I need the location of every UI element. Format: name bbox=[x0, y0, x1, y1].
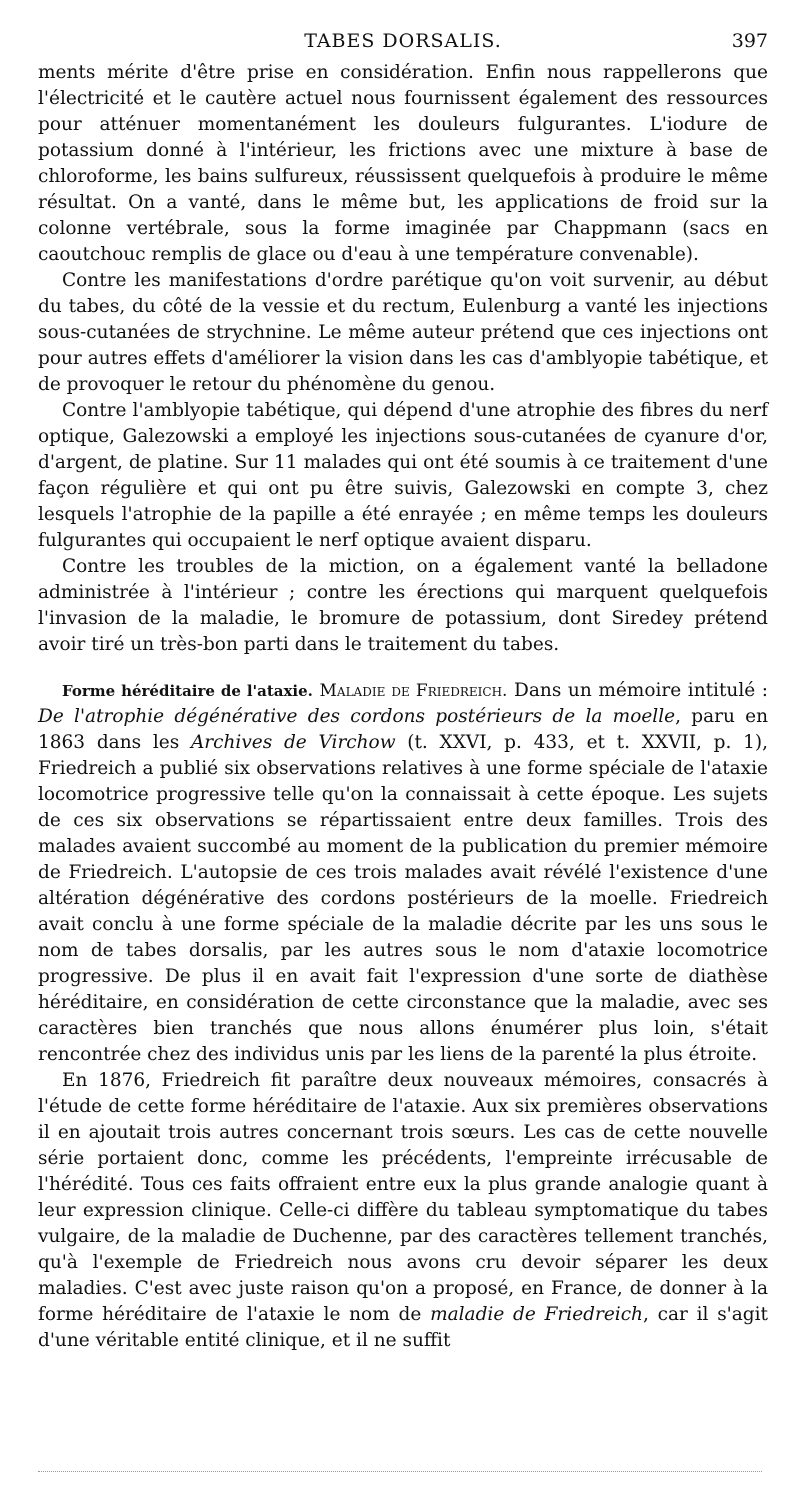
paragraph-friedreich bbox=[38, 678, 768, 1068]
section-heading: Forme héréditaire de l'ataxie. bbox=[62, 682, 313, 700]
paragraph-2: Contre les manifestations d'ordre parétique qu'on voit survenir, au début du tabes, du côté de la vessie et du rectum, Eulenburg a vanté les injections sous-cutanées de strychnine. Le même auteur prétend que ces injections ont pour autres effets d'améliorer la vision dans les cas d'amblyopie tabétique, et de provoquer le retour du phénomène du genou. bbox=[38, 270, 768, 395]
paragraph-1: ments mérite d'être prise en considération. Enfin nous rappellerons que l'électricité et le cautère actuel nous fournissent également des ressources pour atténuer momentanément les douleurs fulgurantes. L'iodure de potassium donné à l'intérieur, les frictions avec une mixture à base de chloroforme, les bains sulfureux, réussissent quelquefois à produire le même résultat. On a vanté, dans le même but, les applications de froid sur la colonne vertébrale, sous la forme imaginée par Chappmann (sacs en caoutchouc remplis de glace ou d'eau à une température convenable). bbox=[38, 62, 768, 265]
memoir-title: De l'atrophie dégénérative des cordons postérieurs de la moelle bbox=[38, 706, 676, 727]
footer-rule bbox=[38, 1471, 762, 1472]
running-head bbox=[38, 30, 768, 60]
paragraph-5-text-b: , paru en 1863 dans les bbox=[38, 706, 768, 753]
page-content bbox=[38, 30, 768, 1354]
paragraph-5-text-c: (t. XXVI, p. 433, et t. XXVII, p. 1), Friedreich a publié six observations relatives à une forme spéciale de l'ataxie locomotrice progressive telle qu'on la connaissait à cette époque. Les sujets de ces six observations se répartissaient entre deux familles. Trois des malades avaient succombé au moment de la publication du premier mémoire de Friedreich. L'autopsie de ces trois malades avait révélé l'existence d'une altération dégénérative des cordons postérieurs de la moelle. Friedreich avait conclu à une forme spéciale de la maladie décrite par les uns sous le nom de tabes dorsalis, par les autres sous le nom d'ataxie locomotrice progressive. De plus il en avait fait l'expression d'une sorte de diathèse héréditaire, en considération de cette circonstance que la maladie, avec ses caractères bien tranchés que nous allons énumérer plus loin, s'était rencontrée chez des individus unis par les liens de la parenté la plus étroite. bbox=[38, 732, 768, 1065]
paragraph-6-text-b: , car il s'agit d'une véritable entité clinique, et il ne suffit bbox=[38, 1304, 768, 1351]
running-title: TABES DORSALIS. bbox=[304, 30, 502, 52]
journal-title: Archives de Virchow bbox=[190, 732, 396, 753]
page-number: 397 bbox=[731, 30, 768, 52]
paragraph-6-text-a: En 1876, Friedreich fit paraître deux nouveaux mémoires, consacrés à l'étude de cette forme héréditaire de l'ataxie. Aux six premières observations il en ajoutait trois autres concernant trois sœurs. Les cas de cette nouvelle série portaient donc, comme les précédents, l'empreinte irrécusable de l'hérédité. Tous ces faits offraient entre eux la plus grande analogie quant à leur expression clinique. Celle-ci diffère du tableau symptomatique du tabes vulgaire, de la maladie de Duchenne, par des caractères tellement tranchés, qu'à l'exemple de Friedreich nous avons cru devoir séparer les deux maladies. C'est avec juste raison qu'on a proposé, en France, de donner à la forme héréditaire de l'ataxie le nom de bbox=[38, 1070, 768, 1325]
section-subheading: Maladie de Friedreich. bbox=[319, 681, 508, 701]
section-gap bbox=[38, 658, 768, 678]
paragraph-3: Contre l'amblyopie tabétique, qui dépend d'une atrophie des fibres du nerf optique, Galezowski a employé les injections sous-cutanées de cyanure d'or, d'argent, de platine. Sur 11 malades qui ont été soumis à ce traitement d'une façon régulière et qui ont pu être suivis, Galezowski en compte 3, chez lesquels l'atrophie de la papille a été enrayée ; en même temps les douleurs fulgurantes qui occupaient le nerf optique avaient disparu. bbox=[38, 400, 768, 551]
paragraph-6 bbox=[38, 1068, 768, 1354]
disease-name: maladie de Friedreich bbox=[430, 1304, 643, 1325]
paragraph-5-text-a: Dans un mémoire intitulé : bbox=[507, 680, 768, 701]
paragraph-4: Contre les troubles de la miction, on a également vanté la belladone administrée à l'intérieur ; contre les érections qui marquent quelquefois l'invasion de la maladie, le bromure de potassium, dont Siredey prétend avoir tiré un très-bon parti dans le traitement du tabes. bbox=[38, 556, 768, 655]
